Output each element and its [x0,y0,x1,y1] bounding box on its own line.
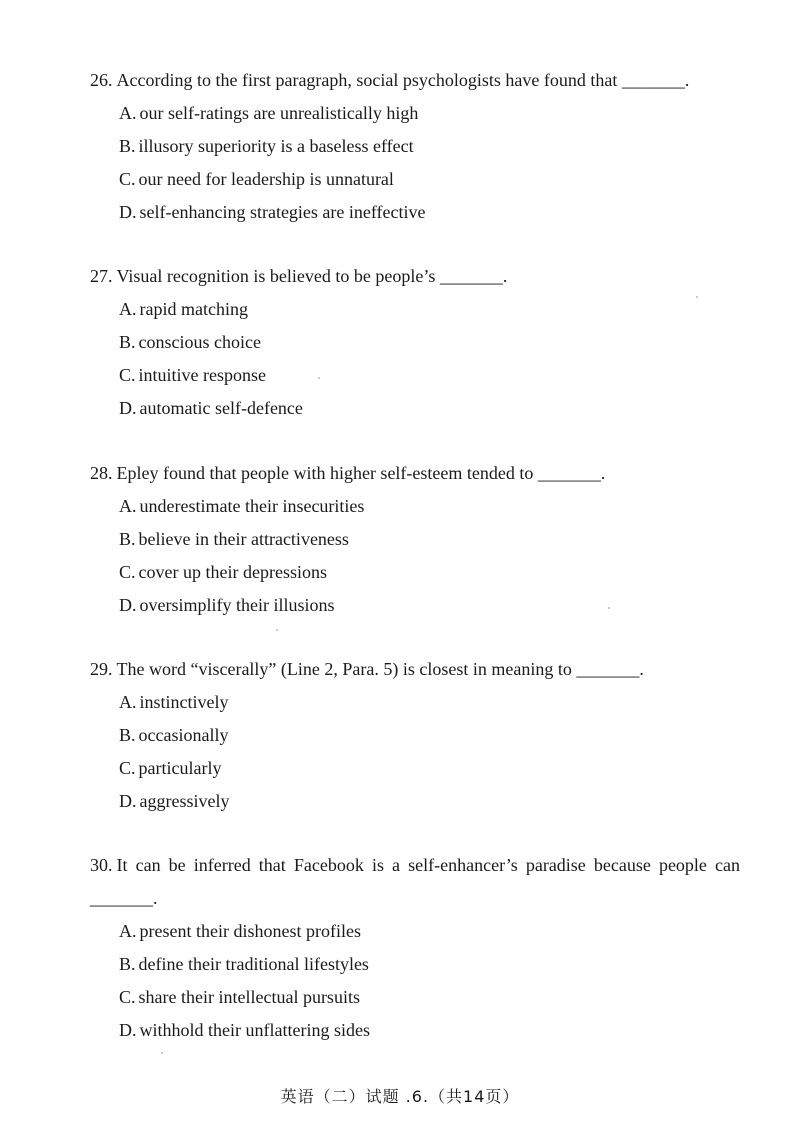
option-text: intuitive response [138,365,266,385]
option-letter: D. [119,791,137,811]
option-text: present their dishonest profiles [139,921,361,941]
option-text: underestimate their insecurities [139,496,365,516]
question-stem [90,64,740,97]
page-footer: 英语（二）试题 .6.（共14页） [280,1087,520,1106]
option-text: oversimplify their illusions [139,595,335,615]
question-text: Epley found that people with higher self-esteem tended to _______. [116,463,606,483]
question-number: 26. [90,70,113,90]
option-letter: C. [119,758,136,778]
option-text: occasionally [138,725,229,745]
scan-speck [608,607,610,609]
option-letter: D. [119,202,137,222]
question-number: 28. [90,463,113,483]
option-letter: D. [119,595,137,615]
question-stem [90,653,740,686]
option-text: illusory superiority is a baseless effect [138,136,414,156]
option-text: cover up their depressions [138,562,327,582]
option-letter: B. [119,332,136,352]
option-b[interactable] [119,719,229,752]
option-d[interactable] [119,589,364,622]
option-text: share their intellectual pursuits [138,987,360,1007]
option-text: automatic self-defence [139,398,303,418]
option-text: withhold their unflattering sides [139,1020,370,1040]
scan-speck [696,296,698,298]
option-text: our need for leadership is unnatural [138,169,394,189]
option-d[interactable] [119,785,229,818]
question-stem [90,849,740,915]
option-list [119,97,426,229]
option-a[interactable] [119,686,229,719]
option-letter: A. [119,299,137,319]
scan-speck [318,377,320,379]
question-text: Visual recognition is believed to be people’s _______. [116,266,508,286]
question-text: It can be inferred that Facebook is a self-enhancer’s paradise because people can _______. [90,855,740,908]
option-list [119,293,303,425]
option-text: particularly [138,758,222,778]
option-c[interactable] [119,556,364,589]
option-c[interactable] [119,163,426,196]
option-letter: B. [119,136,136,156]
option-b[interactable] [119,326,303,359]
question-text: The word “viscerally” (Line 2, Para. 5) is closest in meaning to _______. [116,659,644,679]
question-number: 30. [90,855,113,875]
option-letter: A. [119,103,137,123]
option-letter: A. [119,496,137,516]
option-b[interactable] [119,948,370,981]
option-text: our self-ratings are unrealistically high [139,103,419,123]
option-list [119,490,364,622]
option-text: aggressively [139,791,230,811]
option-letter: B. [119,529,136,549]
option-a[interactable] [119,97,426,130]
option-letter: B. [119,725,136,745]
option-text: define their traditional lifestyles [138,954,369,974]
question-stem [90,260,740,293]
option-letter: D. [119,398,137,418]
option-list [119,686,229,818]
option-c[interactable] [119,981,370,1014]
question-stem [90,457,740,490]
option-letter: C. [119,169,136,189]
scan-speck [161,1052,163,1054]
option-d[interactable] [119,392,303,425]
option-c[interactable] [119,752,229,785]
option-text: believe in their attractiveness [138,529,349,549]
question-text: According to the first paragraph, social psychologists have found that _______. [116,70,690,90]
scan-speck [276,629,278,631]
question-number: 29. [90,659,113,679]
option-b[interactable] [119,130,426,163]
option-letter: C. [119,987,136,1007]
option-letter: D. [119,1020,137,1040]
option-b[interactable] [119,523,364,556]
option-text: rapid matching [139,299,248,319]
option-text: conscious choice [138,332,261,352]
option-text: self-enhancing strategies are ineffective [139,202,426,222]
option-d[interactable] [119,1014,370,1047]
option-a[interactable] [119,915,370,948]
option-a[interactable] [119,293,303,326]
option-a[interactable] [119,490,364,523]
option-letter: C. [119,365,136,385]
option-text: instinctively [139,692,229,712]
option-letter: C. [119,562,136,582]
option-d[interactable] [119,196,426,229]
option-letter: A. [119,692,137,712]
option-letter: B. [119,954,136,974]
question-number: 27. [90,266,113,286]
option-list [119,915,370,1047]
option-letter: A. [119,921,137,941]
option-c[interactable] [119,359,303,392]
